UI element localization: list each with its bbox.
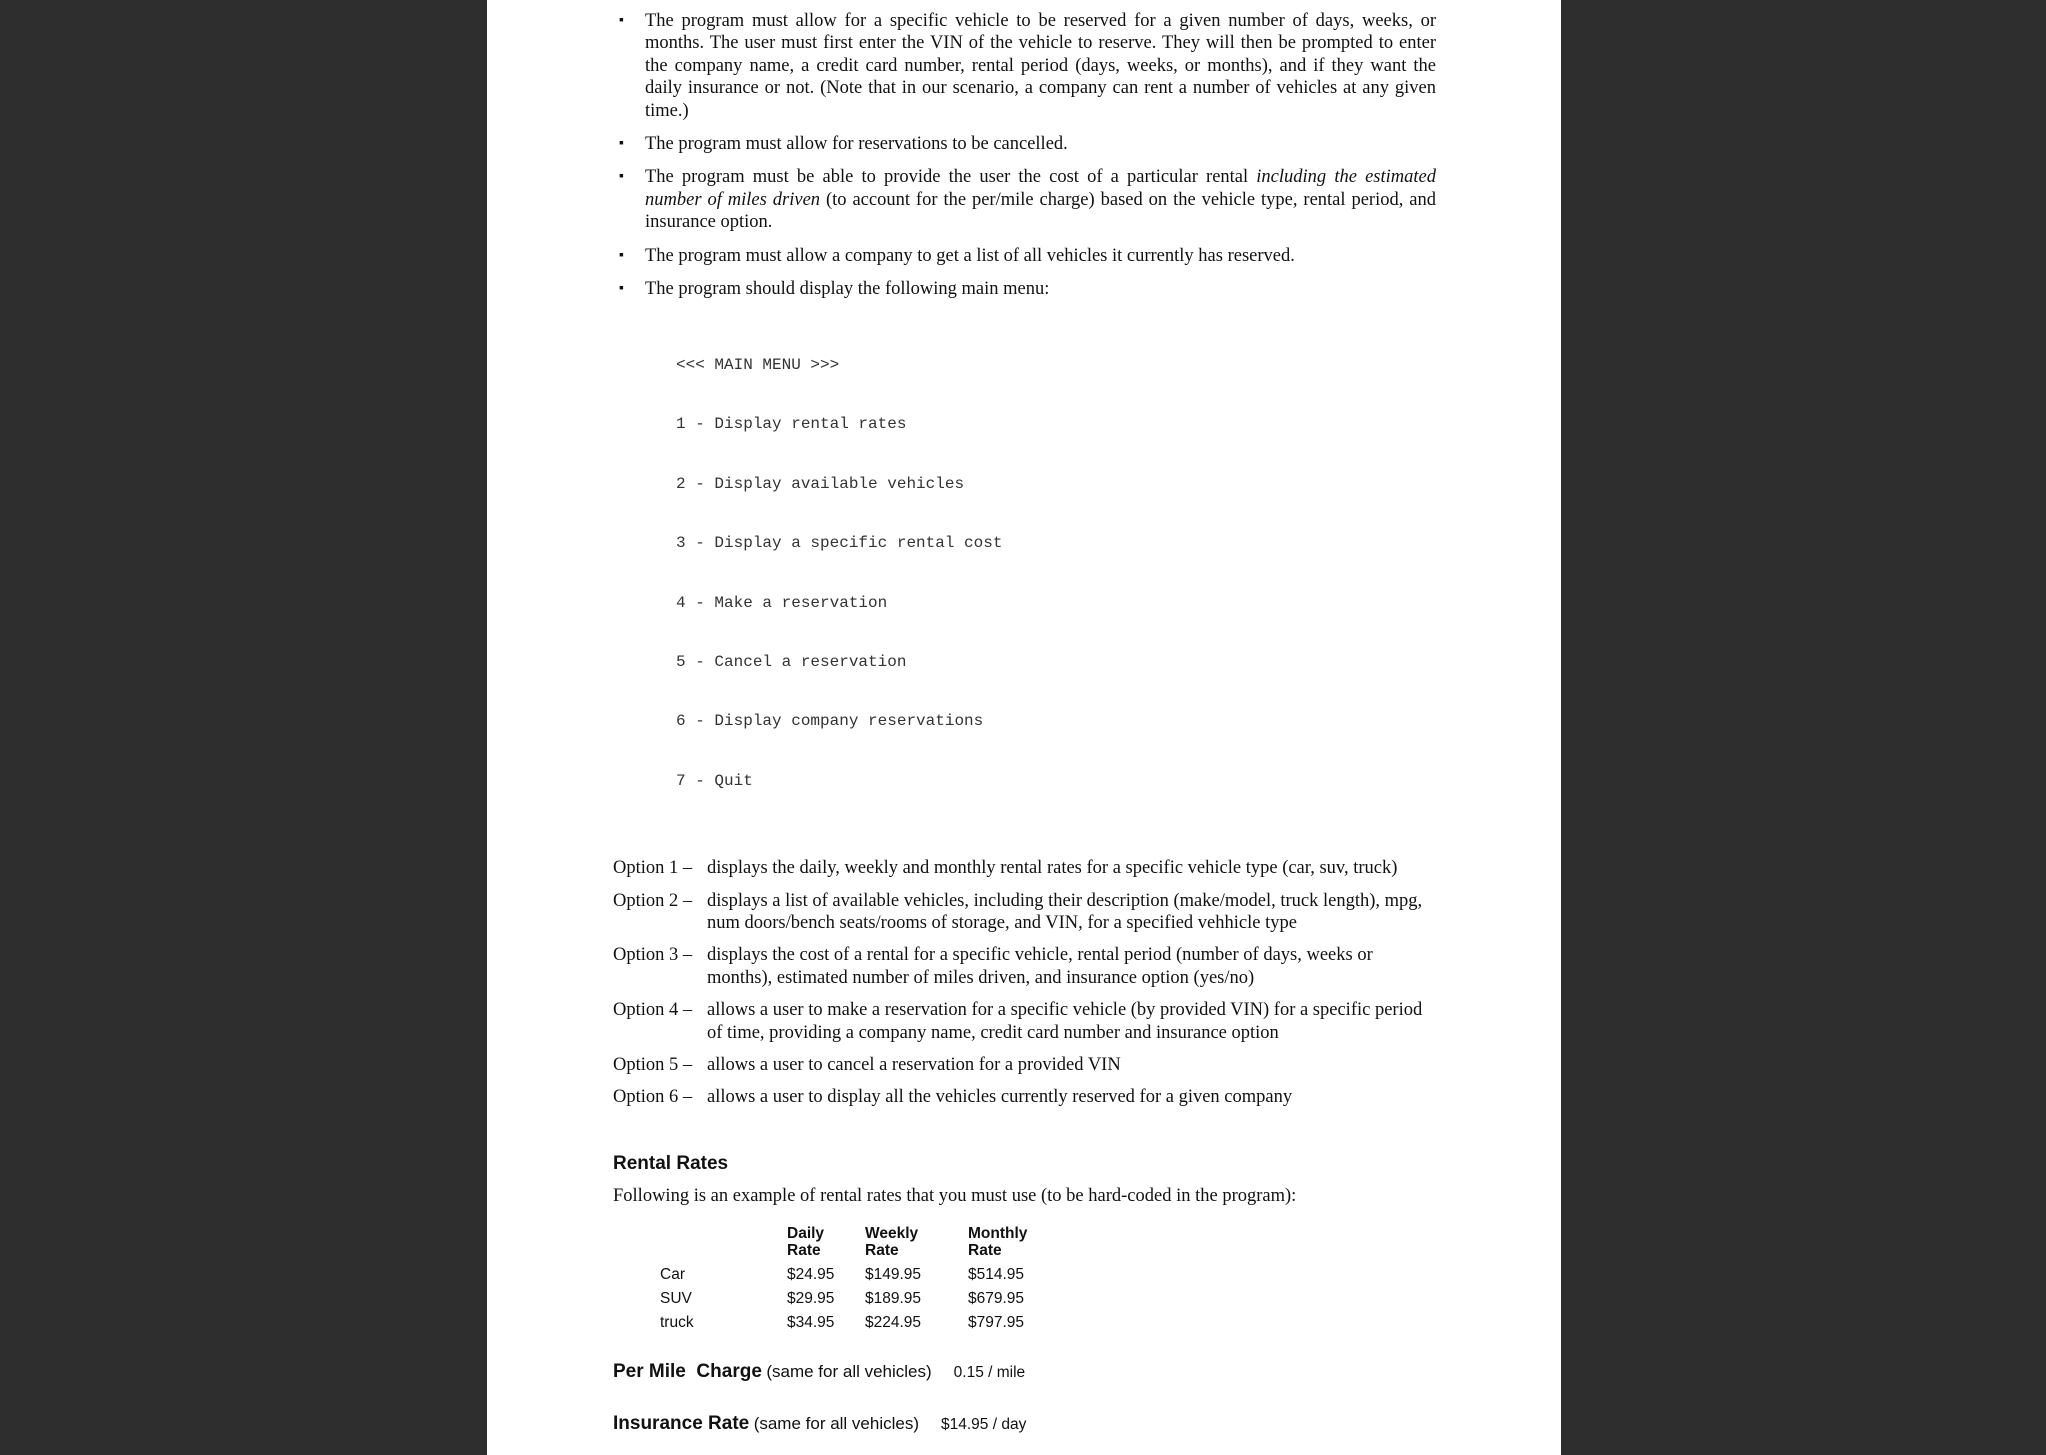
- per-mile-value: 0.15 / mile: [953, 1364, 1026, 1382]
- option-text: displays the daily, weekly and monthly rental rates for a specific vehicle type (car, suv, truck): [707, 858, 1398, 879]
- header-line: Daily: [787, 1225, 825, 1243]
- option-label: Option 2 –: [613, 890, 693, 911]
- option-text: displays a list of available vehicles, including their description (make/model, truck length), mpg, num doors/bench seats/rooms of storage, and VIN, for a specified vehhicle type: [707, 890, 1423, 933]
- bullet-text: The program must allow for a specific vehicle to be reserved for a given number of days, weeks, or months. The user must first enter the VIN of the vehicle to reserve. They will then be prompted to enter the company name, a credit card number, rental period (days, weeks, or months), and if they want the daily insurance or not. (Note that in our scenario, a company can rent a number of vehicles at any given time.): [645, 11, 1436, 121]
- rental-intro: Following is an example of rental rates that you must use (to be hard-coded in the program):: [613, 1185, 1297, 1206]
- per-mile-label-group: [613, 1361, 932, 1383]
- insurance-note: (same for all vehicles): [753, 1414, 920, 1434]
- row-label: truck: [660, 1314, 694, 1332]
- row-label: Car: [660, 1266, 685, 1284]
- option-item: [613, 944, 1436, 989]
- option-item: [613, 1054, 1436, 1076]
- bullet-text: [645, 166, 1436, 233]
- table-cell: $34.95: [787, 1314, 835, 1332]
- option-item: [613, 999, 1436, 1044]
- bullet-icon: ▪: [619, 136, 624, 152]
- per-mile-charge: [613, 1361, 1436, 1383]
- header-line: Monthly: [968, 1225, 1028, 1243]
- insurance-label: Insurance Rate: [613, 1413, 750, 1435]
- menu-line: 2 - Display available vehicles: [676, 474, 965, 493]
- menu-line: 1 - Display rental rates: [676, 415, 907, 434]
- option-item: [613, 890, 1436, 935]
- table-cell: $679.95: [968, 1290, 1025, 1308]
- menu-line: 7 - Quit: [676, 771, 753, 790]
- options-list: [613, 857, 1436, 1109]
- bullet-text: The program must allow a company to get a list of all vehicles it currently has reserved.: [645, 245, 1295, 266]
- option-text: displays the cost of a rental for a specific vehicle, rental period (number of days, weeks or months), estimated number of miles driven, and insurance option (yes/no): [707, 945, 1373, 988]
- bullet-icon: ▪: [619, 13, 624, 28]
- per-mile-label: Per Mile Charge: [613, 1361, 762, 1383]
- bullet-icon: ▪: [619, 247, 624, 263]
- option-text: allows a user to cancel a reservation for a provided VIN: [707, 1055, 1121, 1076]
- table-cell: $514.95: [968, 1266, 1025, 1284]
- bullet-text: The program must allow for reservations to be cancelled.: [645, 134, 1068, 155]
- bullet-item: [613, 166, 1436, 233]
- option-item: [613, 1086, 1436, 1108]
- header-line: Rate: [968, 1242, 1002, 1260]
- empty-header-cell: [660, 1225, 787, 1259]
- header-line: Rate: [787, 1242, 821, 1260]
- text: (to account for the per/mile charge) based on the vehicle type, rental period, and insurance option.: [645, 189, 1436, 233]
- column-header: [865, 1225, 968, 1259]
- option-label: Option 3 –: [613, 945, 693, 966]
- text: The program must be able to provide the user the cost of a particular rental: [645, 167, 1257, 188]
- table-cell: $24.95: [787, 1266, 835, 1284]
- menu-line: 4 - Make a reservation: [676, 593, 888, 612]
- option-label: Option 6 –: [613, 1087, 693, 1108]
- table-cell: $224.95: [865, 1314, 922, 1332]
- option-label: Option 4 –: [613, 1000, 693, 1021]
- option-label: Option 5 –: [613, 1055, 693, 1076]
- document-page: [487, 0, 1561, 1455]
- per-mile-note: (same for all vehicles): [766, 1362, 932, 1382]
- table-cell: $149.95: [865, 1266, 922, 1284]
- emphasis-text: including the estimated number of miles driven: [645, 167, 1436, 210]
- header-line: Rate: [865, 1242, 899, 1260]
- table-cell: $797.95: [968, 1314, 1025, 1332]
- bullet-item: [613, 278, 1436, 300]
- menu-line: 6 - Display company reservations: [676, 712, 984, 731]
- option-text: allows a user to display all the vehicles currently reserved for a given company: [707, 1087, 1293, 1108]
- option-label: Option 1 –: [613, 858, 693, 879]
- section-heading: Rental Rates: [613, 1152, 729, 1174]
- row-label: SUV: [660, 1290, 692, 1308]
- option-item: [613, 857, 1436, 879]
- table-cell: $29.95: [787, 1290, 835, 1308]
- bullet-item: [613, 10, 1436, 122]
- table-cell: $189.95: [865, 1290, 922, 1308]
- bullet-icon: ▪: [619, 281, 624, 297]
- main-menu-listing: [676, 316, 1436, 831]
- rental-rates-table: [660, 1225, 1436, 1331]
- header-line: Weekly: [865, 1225, 919, 1243]
- insurance-rate: [613, 1413, 1436, 1435]
- bullet-item: [613, 245, 1436, 267]
- menu-line: 3 - Display a specific rental cost: [676, 534, 1003, 553]
- option-text: allows a user to make a reservation for a specific vehicle (by provided VIN) for a specific period of time, providing a company name, credit card number and insurance option: [707, 1000, 1423, 1043]
- bullet-icon: ▪: [619, 169, 624, 185]
- menu-line: <<< MAIN MENU >>>: [676, 356, 840, 375]
- bullet-text: The program should display the following main menu:: [645, 279, 1050, 300]
- bullet-item: [613, 133, 1436, 155]
- column-header: [787, 1225, 865, 1259]
- menu-line: 5 - Cancel a reservation: [676, 653, 907, 672]
- column-header: [968, 1225, 1078, 1259]
- insurance-value: $14.95 / day: [941, 1416, 1027, 1434]
- insurance-label-group: [613, 1413, 919, 1435]
